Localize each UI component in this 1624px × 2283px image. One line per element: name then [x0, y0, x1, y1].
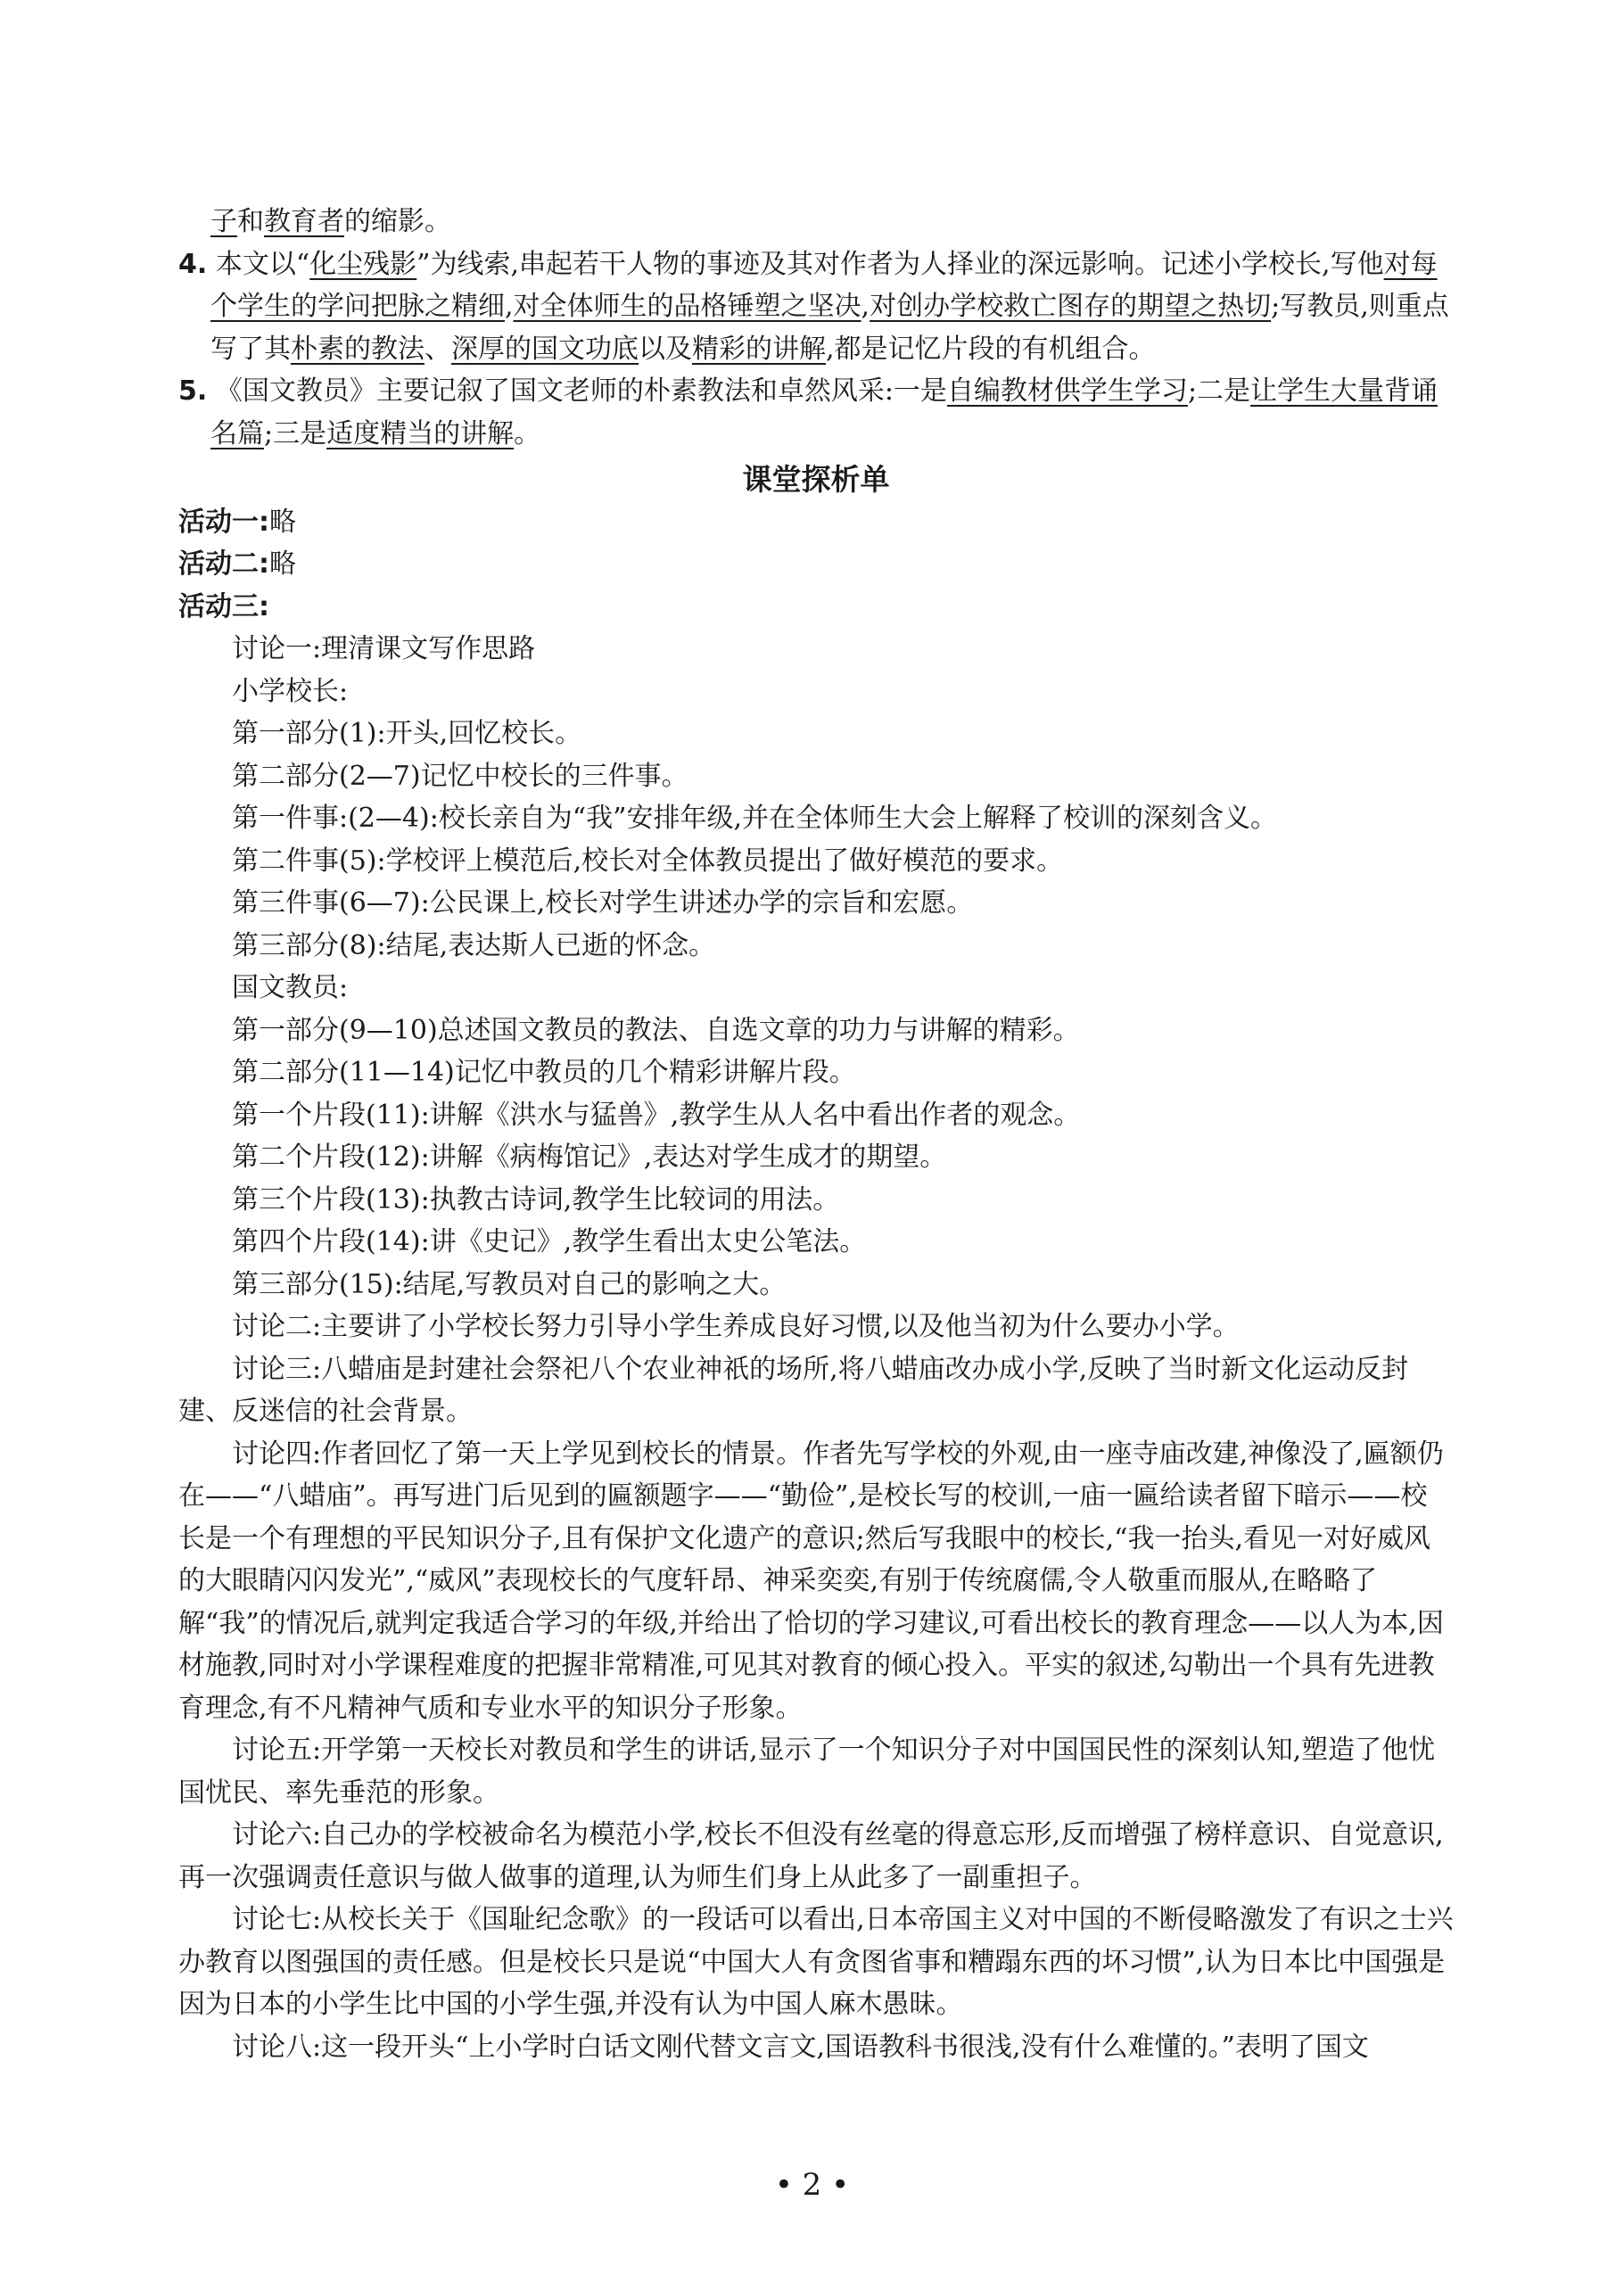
underlined-answer: 自编教材供学生学习 — [946, 375, 1188, 407]
outline-line: 第二部分(11—14)记忆中教员的几个精彩讲解片段。 — [232, 1057, 856, 1088]
underlined-answer: 朴素的教法 — [291, 333, 425, 365]
underlined-answer: 对全体师生的品格锤塑之坚决 — [513, 291, 861, 322]
activity-2: 活动二:略 — [178, 548, 296, 580]
outline-line: 第一部分(9—10)总述国文教员的教法、自选文章的功力与讲解的精彩。 — [232, 1014, 1080, 1046]
underlined-answer: 教育者 — [264, 206, 344, 237]
activity-1: 活动一:略 — [178, 506, 296, 538]
activity-3 — [178, 586, 1454, 629]
discussion-paragraph: 讨论八:这一段开头“上小学时白话文刚代替文言文,国语教科书很浅,没有什么难懂的。”表明了国文 — [232, 2031, 1369, 2063]
underlined-answer: 适度精当的讲解 — [326, 417, 515, 449]
section-title: 课堂探析单 — [742, 462, 890, 497]
outline-line: 第四个片段(14):讲《史记》,教学生看出太史公笔法。 — [232, 1226, 867, 1257]
outline-line: 第三部分(15):结尾,写教员对自己的影响之大。 — [232, 1268, 787, 1300]
discussion-list — [178, 1306, 1454, 2068]
discussion-paragraph: 讨论六:自己办的学校被命名为模范小学,校长不但没有丝毫的得意忘形,反而增强了榜样意识、自觉意识,再一次强调责任意识与做人做事的道理,认为师生们身上从此多了一副重担子。 — [178, 1819, 1444, 1893]
outline-line: 讨论一:理清课文写作思路 — [232, 633, 536, 664]
discussion-paragraph: 讨论四:作者回忆了第一天上学见到校长的情景。作者先写学校的外观,由一座寺庙改建,神像没了,匾额仍在——“八蜡庙”。再写进门后见到的匾额题字——“勤俭”,是校长写的校训,一庙一匾给读者留下暗示——校长是一个有理想的平民知识分子,且有保护文化遗产的意识;然后写我眼中的校长,“我一抬头,看见一对好威风的大眼睛闪闪发光”,“威风”表现校长的气度轩昂、神采奕奕,有别于传统腐儒,令人敬重而服从,在略略了解“我”的情况后,就判定我适合学习的年级,并给出了恰切的学习建议,可看出校长的教育理念——以人为本,因材施教,同时对小学课程难度的把握非常精准,可见其对教育的倾心投入。平实的叙述,勾勒出一个具有先进教育理念,有不凡精神气质和专业水平的知识分子形象。 — [178, 1438, 1444, 1724]
question-number: 4. — [178, 248, 208, 280]
discussion-paragraph: 讨论三:八蜡庙是封建社会祭祀八个农业神祇的场所,将八蜡庙改办成小学,反映了当时新文化运动反封建、反迷信的社会背景。 — [178, 1353, 1409, 1427]
question-5-answer: 5. 《国文教员》主要记叙了国文老师的朴素教法和卓然风采:一是自编教材供学生学习;二是让学生大量背诵名篇;三是适度精当的讲解。 — [178, 375, 1439, 449]
page-number: • 2 • — [774, 2167, 850, 2203]
discussion-paragraph: 讨论五:开学第一天校长对教员和学生的讲话,显示了一个知识分子对中国国民性的深刻认知,塑造了他忧国忧民、率先垂范的形象。 — [178, 1735, 1436, 1809]
outline-line: 第一个片段(11):讲解《洪水与猛兽》,教学生从人名中看出作者的观念。 — [232, 1099, 1081, 1131]
outline-line: 第三件事(6—7):公民课上,校长对学生讲述办学的宗旨和宏愿。 — [232, 887, 974, 919]
outline-line: 第二部分(2—7)记忆中校长的三件事。 — [232, 760, 688, 792]
outline-list — [178, 628, 1454, 1306]
discussion-paragraph: 讨论七:从校长关于《国耻纪念歌》的一段话可以看出,日本帝国主义对中国的不断侵略激发了有识之士兴办教育以图强国的责任感。但是校长只是说“中国大人有贪图省事和糟蹋东西的坏习惯”,认为日本比中国强是因为日本的小学生比中国的小学生强,并没有认为中国人麻木愚昧。 — [178, 1904, 1454, 2020]
underlined-answer: 让学生大量背诵名篇 — [210, 375, 1439, 449]
activity-label: 活动二: — [178, 548, 269, 580]
outline-line: 第二件事(5):学校评上模范后,校长对全体教员提出了做好模范的要求。 — [232, 845, 1064, 877]
outline-line: 第三个片段(13):执教古诗词,教学生比较词的用法。 — [232, 1183, 840, 1216]
underlined-answer: 化尘残影 — [309, 248, 417, 280]
document-body — [178, 201, 1454, 2068]
activity-label: 活动三: — [178, 590, 269, 622]
discussion-paragraph: 讨论二:主要讲了小学校长努力引导小学生养成良好习惯,以及他当初为什么要办小学。 — [232, 1311, 1240, 1342]
continued-answer: 子和教育者的缩影。 — [210, 206, 451, 237]
underlined-answer: 深厚的国文功底 — [451, 333, 639, 365]
outline-line: 第三部分(8):结尾,表达斯人已逝的怀念。 — [232, 929, 716, 961]
question-number: 5. — [178, 375, 208, 407]
underlined-answer: 精彩的讲解 — [692, 333, 826, 365]
outline-line: 小学校长: — [232, 675, 349, 707]
question-4-answer: 4. 本文以“化尘残影”为线索,串起若干人物的事迹及其对作者为人择业的深远影响。记述小学校长,写他对每个学生的学问把脉之精细,对全体师生的品格锤塑之坚决,对创办学校救亡图存的期望之热切;写教员,则重点写了其朴素的教法、深厚的国文功底以及精彩的讲解,都是记忆片段的有机组合。 — [178, 248, 1449, 365]
underlined-answer: 对创办学校救亡图存的期望之热切 — [870, 291, 1272, 322]
activity-label: 活动一: — [178, 506, 269, 538]
outline-line: 第二个片段(12):讲解《病梅馆记》,表达对学生成才的期望。 — [232, 1142, 947, 1173]
outline-line: 国文教员: — [232, 972, 349, 1003]
outline-line: 第一件事:(2—4):校长亲自为“我”安排年级,并在全体师生大会上解释了校训的深刻含义。 — [232, 803, 1278, 834]
underlined-answer: 子 — [210, 206, 237, 237]
outline-line: 第一部分(1):开头,回忆校长。 — [232, 718, 582, 749]
underlined-answer: 对每个学生的学问把脉之精细 — [210, 248, 1438, 322]
